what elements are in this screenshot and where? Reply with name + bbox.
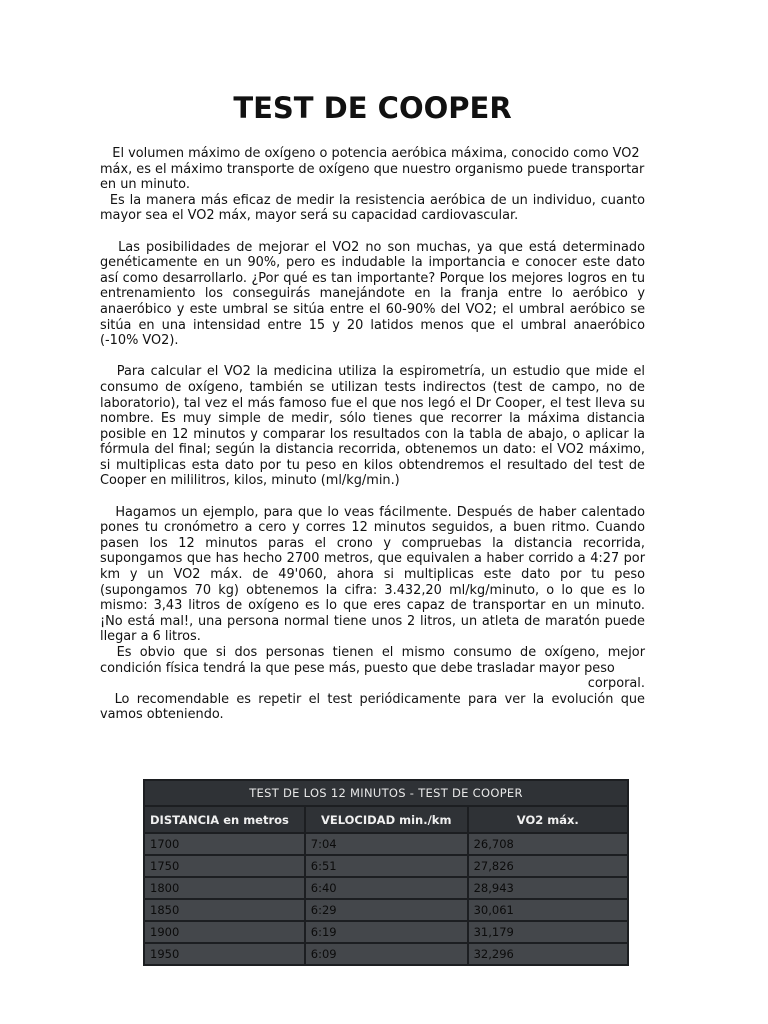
paragraph-2: Es la manera más eficaz de medir la resistencia aeróbica de un individuo, cuanto mayor sea el VO2 máx, mayor será su capacidad cardiovascular. (100, 192, 645, 224)
paragraph-7: Lo recomendable es repetir el test periódicamente para ver la evolución que vamos obteniendo. (100, 691, 645, 723)
cell-vo2: 28,943 (468, 877, 628, 899)
table-row (144, 921, 628, 943)
cell-speed: 6:40 (305, 877, 468, 899)
paragraph-4: Para calcular el VO2 la medicina utiliza la espirometría, un estudio que mide el consumo de oxígeno, también se utilizan tests indirectos (test de campo, no de laboratorio), tal vez el más famoso fue el que nos legó el Dr Cooper, el test lleva su nombre. Es muy simple de medir, sólo tienes que recorrer la máxima distancia posible en 12 minutos y comparar los resultados con la tabla de abajo, o aplicar la fórmula del final; según la distancia recorrida, obtenemos un dato: el VO2 máximo, si multiplicas esta dato por tu peso en kilos obtendremos el resultado del test de Cooper en mililitros, kilos, minuto (ml/kg/min.) (100, 364, 645, 489)
table-row (144, 899, 628, 921)
cell-distance: 1750 (144, 855, 305, 877)
cell-distance: 1800 (144, 877, 305, 899)
cell-vo2: 30,061 (468, 899, 628, 921)
table-row (144, 877, 628, 899)
header-speed: VELOCIDAD min./km (305, 806, 468, 833)
cell-speed: 6:19 (305, 921, 468, 943)
cooper-table (143, 779, 629, 966)
cell-speed: 7:04 (305, 833, 468, 855)
table-header-row (144, 806, 628, 833)
cell-distance: 1700 (144, 833, 305, 855)
table-caption-row (144, 780, 628, 806)
cell-speed: 6:51 (305, 855, 468, 877)
paragraph-6-end: corporal. (587, 676, 645, 692)
paragraph-6: Es obvio que si dos personas tienen el mismo consumo de oxígeno, mejor condición física tendrá la que pese más, puesto que debe trasladar mayor peso (100, 645, 645, 676)
table-row (144, 833, 628, 855)
header-distance: DISTANCIA en metros (144, 806, 305, 833)
table-row (144, 855, 628, 877)
cell-distance: 1850 (144, 899, 305, 921)
cell-distance: 1950 (144, 943, 305, 965)
paragraph-1: El volumen máximo de oxígeno o potencia aeróbica máxima, conocido como VO2 máx, es el máximo transporte de oxígeno que nuestro organismo puede transportar en un minuto. (100, 146, 645, 193)
cell-vo2: 32,296 (468, 943, 628, 965)
paragraph-3: Las posibilidades de mejorar el VO2 no son muchas, ya que está determinado genéticamente en un 90%, pero es indudable la importancia e conocer este dato así como desarrollarlo. ¿Por qué es tan importante? Porque los mejores logros en tu entrenamiento los conseguirás manejándote en la franja entre lo aeróbico y anaeróbico y este umbral se sitúa entre el 60-90% del VO2; el umbral aeróbico se sitúa en una intensidad entre 15 y 20 latidos menos que el umbral anaeróbico (-10% VO2). (100, 239, 646, 349)
cell-vo2: 27,826 (468, 855, 628, 877)
cell-vo2: 31,179 (468, 921, 628, 943)
page-title: TEST DE COOPER (233, 91, 512, 125)
cell-distance: 1900 (144, 921, 305, 943)
table-row (144, 943, 628, 965)
cell-speed: 6:29 (305, 899, 468, 921)
cell-vo2: 26,708 (468, 833, 628, 855)
paragraph-5: Hagamos un ejemplo, para que lo veas fácilmente. Después de haber calentado pones tu cronómetro a cero y corres 12 minutos seguidos, a buen ritmo. Cuando pasen los 12 minutos paras el crono y compruebas la distancia recorrida, supongamos que has hecho 2700 metros, que equivalen a haber corrido a 4:27 por km y un VO2 máx. de 49'060, ahora si multiplicas este dato por tu peso (supongamos 70 kg) obtenemos la cifra: 3.432,20 ml/kg/minuto, o lo que es lo mismo: 3,43 litros de oxígeno es lo que eres capaz de transportar en un minuto. ¡No está mal!, una persona normal tiene unos 2 litros, un atleta de maratón puede llegar a 6 litros. (100, 504, 645, 645)
cell-speed: 6:09 (305, 943, 468, 965)
table-caption: TEST DE LOS 12 MINUTOS - TEST DE COOPER (144, 780, 628, 806)
article-body (100, 146, 645, 723)
header-vo2: VO2 máx. (468, 806, 628, 833)
